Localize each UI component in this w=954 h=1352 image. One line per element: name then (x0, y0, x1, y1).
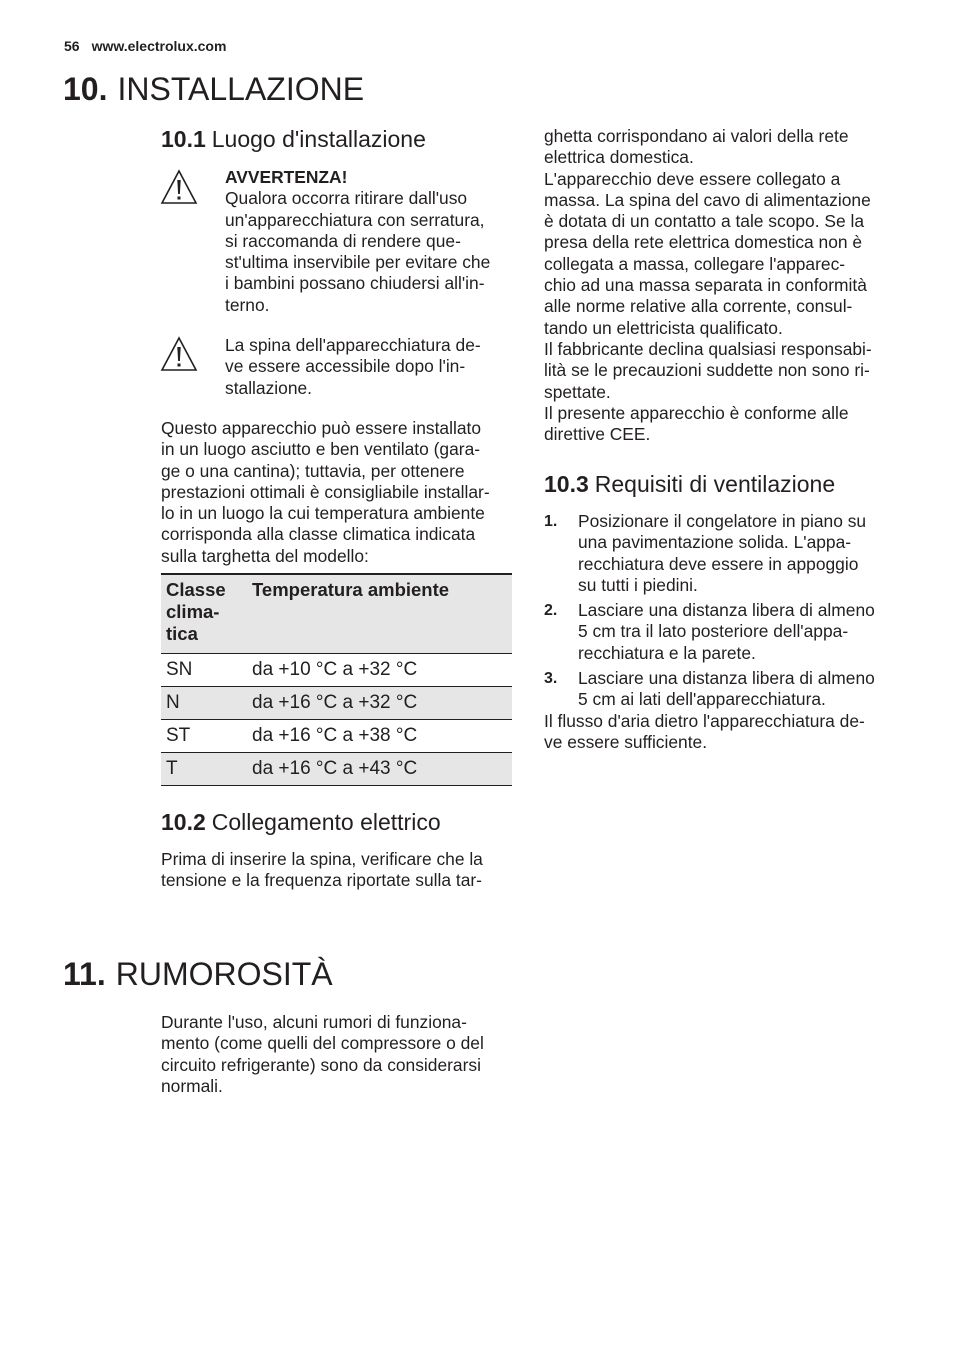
warning-block-1 (225, 167, 490, 316)
paragraph-line: collegata a massa, collegare l'apparec- (544, 253, 846, 274)
step-line: 5 cm ai lati dell'apparecchiatura. (578, 689, 826, 710)
paragraph-line: lità se le precauzioni suddette non sono ri- (544, 360, 870, 381)
table-cell-classe: SN (161, 654, 247, 687)
paragraph-line: L'apparecchio deve essere collegato a (544, 168, 841, 189)
table-row (161, 687, 512, 720)
paragraph-line: presa della rete elettrica domestica non è (544, 232, 863, 253)
subsection-10-3-heading (544, 470, 835, 498)
paragraph-line: alle norme relative alla corrente, consul- (544, 296, 853, 317)
column-header-temperatura: Temperatura ambiente (247, 574, 512, 654)
paragraph-line: spettate. (544, 381, 611, 402)
list-item (544, 600, 875, 664)
ventilation-requirements (544, 511, 875, 753)
warning-2-line: stallazione. (225, 377, 313, 398)
section-11-number: 11. (63, 956, 106, 992)
step-number: 1. (544, 513, 558, 530)
warning-title: AVVERTENZA! (225, 167, 348, 187)
section-11-title: RUMOROSITÀ (115, 956, 333, 992)
paragraph-line: mento (come quelli del compressore o del (161, 1033, 484, 1054)
section-11-heading (63, 954, 333, 994)
step-number: 3. (544, 670, 558, 688)
page-number: 56 (64, 38, 80, 54)
paragraph-line: lo in un luogo la cui temperatura ambiente (161, 503, 485, 524)
paragraph-line: circuito refrigerante) sono da considerarsi (161, 1054, 481, 1075)
paragraph-line: chio ad una massa separata in conformità (544, 275, 867, 296)
page-header (64, 38, 226, 54)
warning-icon (160, 169, 198, 205)
column-header-classe (161, 574, 247, 654)
ventilation-note-line: Il flusso d'aria dietro l'apparecchiatura de- (544, 710, 865, 731)
warning-1-line: st'ultima inservibile per evitare che (225, 252, 491, 273)
paragraph-line: Durante l'uso, alcuni rumori di funziona- (161, 1012, 467, 1032)
warning-2-line: ve essere accessibile dopo l'in- (225, 356, 466, 377)
header-text: Classe (166, 579, 226, 600)
step-line: Lasciare una distanza libera di almeno (578, 600, 875, 621)
subsection-10-2-number: 10.2 (161, 809, 206, 835)
electrical-paragraph-left (161, 849, 483, 892)
subsection-10-1-heading (161, 125, 426, 153)
subsection-10-2-heading (161, 808, 441, 836)
section-10-number: 10. (63, 71, 108, 107)
paragraph-line: normali. (161, 1075, 223, 1096)
paragraph-line: Il fabbricante declina qualsiasi responsabi- (544, 338, 872, 359)
paragraph-line: in un luogo asciutto e ben ventilato (gara- (161, 439, 481, 460)
paragraph-line: direttive CEE. (544, 424, 651, 445)
section-10-heading (63, 69, 364, 109)
warning-block-2 (225, 335, 481, 399)
paragraph-line: tando un elettricista qualificato. (544, 317, 783, 338)
ventilation-note-line: ve essere sufficiente. (544, 731, 708, 752)
section-10-title: INSTALLAZIONE (117, 71, 365, 107)
paragraph-line: è dotata di un contatto a tale scopo. Se la (544, 211, 865, 232)
installation-paragraph (161, 418, 490, 567)
list-item (544, 511, 875, 596)
header-text: tica (166, 623, 198, 644)
subsection-10-3-number: 10.3 (544, 471, 589, 497)
warning-1-line: terno. (225, 294, 270, 315)
paragraph-line: tensione e la frequenza riportate sulla tar- (161, 870, 482, 891)
ventilation-steps-list (544, 511, 875, 711)
table-cell-classe: ST (161, 720, 247, 753)
table-cell-classe: N (161, 687, 247, 720)
paragraph-line: Il presente apparecchio è conforme alle (544, 402, 849, 423)
paragraph-line: massa. La spina del cavo di alimentazione (544, 189, 871, 210)
step-line: 5 cm tra il lato posteriore dell'appa- (578, 621, 849, 642)
subsection-10-2-title: Collegamento elettrico (211, 809, 441, 835)
climate-class-table (161, 573, 512, 786)
table-cell-temperatura: da +10 °C a +32 °C (247, 654, 512, 687)
table-cell-temperatura: da +16 °C a +43 °C (247, 753, 512, 786)
subsection-10-1-title: Luogo d'installazione (211, 126, 426, 152)
paragraph-line: elettrica domestica. (544, 147, 694, 168)
subsection-10-3-title: Requisiti di ventilazione (594, 471, 836, 497)
noise-paragraph (161, 1012, 484, 1097)
paragraph-line: corrisponda alla classe climatica indicata (161, 524, 476, 545)
table-cell-temperatura: da +16 °C a +32 °C (247, 687, 512, 720)
electrical-paragraph-right (544, 126, 872, 445)
table-cell-temperatura: da +16 °C a +38 °C (247, 720, 512, 753)
paragraph-line: prestazioni ottimali è consigliabile installar- (161, 481, 490, 502)
warning-2-line: La spina dell'apparecchiatura de- (225, 335, 481, 355)
step-number: 2. (544, 602, 558, 620)
table-row (161, 753, 512, 786)
table-cell-classe: T (161, 753, 247, 786)
step-line: Lasciare una distanza libera di almeno (578, 668, 875, 689)
step-line: recchiatura deve essere in appoggio (578, 553, 859, 574)
paragraph-line: Prima di inserire la spina, verificare che la (161, 849, 483, 869)
table-row (161, 720, 512, 753)
warning-1-line: Qualora occorra ritirare dall'uso (225, 188, 468, 209)
paragraph-line: ghetta corrispondano ai valori della rete (544, 126, 849, 146)
list-item (544, 668, 875, 711)
warning-1-line: un'apparecchiatura con serratura, (225, 209, 485, 230)
paragraph-line: Questo apparecchio può essere installato (161, 418, 481, 438)
warning-1-line: i bambini possano chiudersi all'in- (225, 273, 485, 294)
website-link[interactable]: www.electrolux.com (91, 38, 227, 54)
header-text: clima- (166, 601, 220, 622)
paragraph-line: sulla targhetta del modello: (161, 545, 369, 566)
warning-icon (160, 336, 198, 372)
step-line: Posizionare il congelatore in piano su (578, 511, 867, 531)
table-header-row (161, 574, 512, 654)
warning-1-line: si raccomanda di rendere que- (225, 230, 461, 251)
step-line: su tutti i piedini. (578, 574, 698, 595)
paragraph-line: ge o una cantina); tuttavia, per ottenere (161, 460, 465, 481)
subsection-10-1-number: 10.1 (161, 126, 206, 152)
step-line: recchiatura e la parete. (578, 642, 756, 663)
step-line: una pavimentazione solida. L'appa- (578, 532, 852, 553)
table-row (161, 654, 512, 687)
